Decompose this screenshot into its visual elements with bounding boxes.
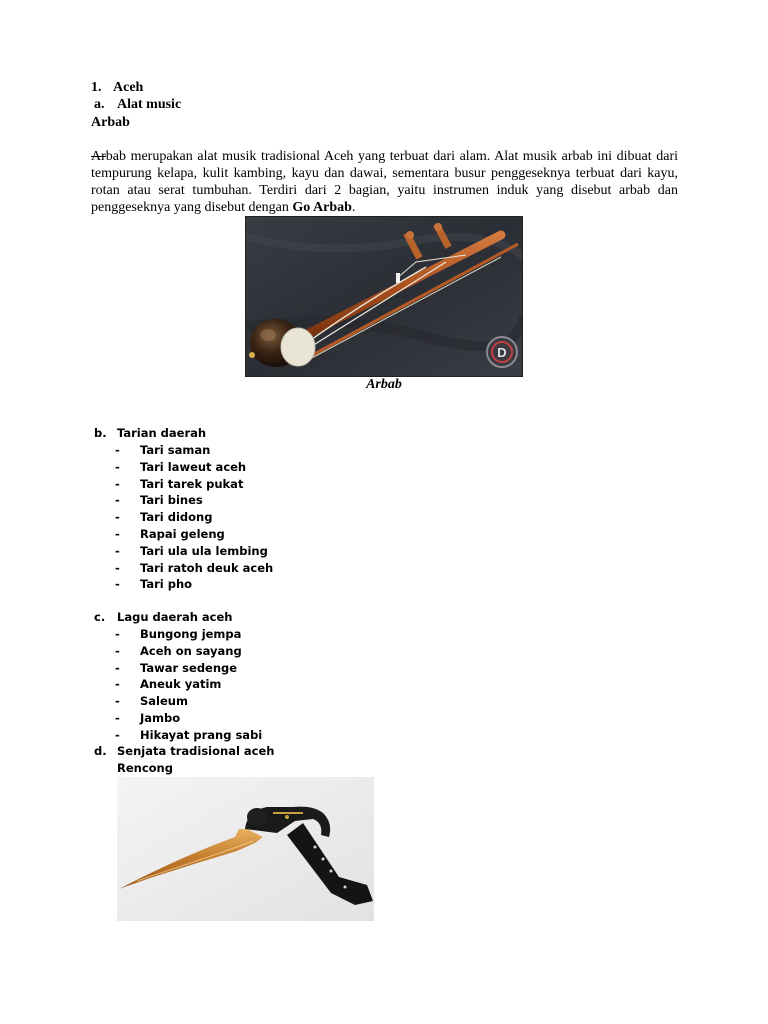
description-text: bab merupakan alat musik tradisional Aceh yang terbuat dari alam. Alat musik arbab ini dibuat dari tempurung kelapa, kulit kambing, kayu dan dawai, sementara busur penggeseknya terbuat dari kayu, rotan atau serat tumbuhan. Terdiri dari 2 bagian, yaitu instrumen induk yang disebut arbab dan penggeseknya yang disebut dengan xyxy=(91,149,678,215)
list-item xyxy=(115,660,262,677)
item-text: Tari ula ula lembing xyxy=(140,543,268,558)
dash: - xyxy=(115,543,120,558)
arbab-description xyxy=(91,148,678,216)
list-item xyxy=(115,643,262,660)
rencong-photo xyxy=(117,777,374,921)
item-text: Tari laweut aceh xyxy=(140,459,247,474)
dash: - xyxy=(115,510,120,525)
weapon-name: Rencong xyxy=(117,761,173,775)
list-item xyxy=(115,492,273,509)
item-text: Tari saman xyxy=(140,443,211,457)
list-item xyxy=(115,543,273,560)
dash: - xyxy=(115,459,120,474)
item-text: Tari pho xyxy=(140,577,193,592)
subheading-title: Alat music xyxy=(117,97,182,112)
dash: - xyxy=(115,476,120,491)
list-item xyxy=(115,727,262,744)
instrument-name: Arbab xyxy=(91,115,130,130)
section-title: Senjata tradisional aceh xyxy=(117,744,275,758)
heading-number: 1. xyxy=(91,80,102,95)
dash: - xyxy=(115,526,120,541)
arbab-caption: Arbab xyxy=(366,377,402,392)
item-text: Tari didong xyxy=(140,510,213,525)
dash: - xyxy=(115,443,120,457)
rencong-illustration xyxy=(117,777,374,921)
list-item xyxy=(115,710,262,727)
dash: - xyxy=(115,710,120,725)
list-item xyxy=(115,526,273,543)
subheading-lagu xyxy=(94,610,233,624)
list-item xyxy=(115,459,273,476)
subheading-senjata xyxy=(94,744,274,758)
item-text: Tawar sedenge xyxy=(140,660,238,675)
list-item xyxy=(115,693,262,710)
subheading-tarian xyxy=(94,426,206,440)
subheading-label: a. xyxy=(94,97,105,112)
item-text: Aneuk yatim xyxy=(140,677,222,692)
go-arbab-bold: Go Arbab xyxy=(292,200,352,215)
tarian-list xyxy=(115,442,273,593)
item-text: Tari tarek pukat xyxy=(140,476,244,491)
section-label: c. xyxy=(94,610,106,624)
arbab-instrument-illustration xyxy=(246,217,523,377)
list-item xyxy=(115,442,273,459)
item-text: Tari ratoh deuk aceh xyxy=(140,560,274,575)
list-item xyxy=(115,476,273,493)
subheading-alat-music xyxy=(94,97,181,113)
dash: - xyxy=(115,677,120,692)
dash: - xyxy=(115,694,120,709)
dash: - xyxy=(115,560,120,575)
dash: - xyxy=(115,627,120,641)
lagu-list xyxy=(115,626,262,744)
section-label: b. xyxy=(94,426,107,440)
item-text: Tari bines xyxy=(140,493,203,508)
item-text: Hikayat prang sabi xyxy=(140,727,263,742)
struck-text: Ar xyxy=(91,149,106,164)
list-item xyxy=(115,576,273,593)
dash: - xyxy=(115,727,120,742)
section-label: d. xyxy=(94,744,107,758)
list-item xyxy=(115,509,273,526)
dash: - xyxy=(115,643,120,658)
item-text: Aceh on sayang xyxy=(140,643,242,658)
dash: - xyxy=(115,577,120,592)
dash: - xyxy=(115,660,120,675)
item-text: Jambo xyxy=(140,710,181,725)
dash: - xyxy=(115,493,120,508)
logo-icon xyxy=(487,337,517,367)
logo-letter: D xyxy=(497,345,507,360)
item-text: Saleum xyxy=(140,694,188,709)
description-end: . xyxy=(351,200,356,215)
section-title: Tarian daerah xyxy=(117,426,207,440)
heading-aceh xyxy=(91,80,143,96)
section-title: Lagu daerah aceh xyxy=(117,610,233,624)
arbab-photo xyxy=(245,216,523,377)
heading-title: Aceh xyxy=(113,80,144,95)
list-item xyxy=(115,676,262,693)
item-text: Bungong jempa xyxy=(140,627,242,641)
list-item xyxy=(115,626,262,643)
item-text: Rapai geleng xyxy=(140,526,225,541)
list-item xyxy=(115,560,273,577)
